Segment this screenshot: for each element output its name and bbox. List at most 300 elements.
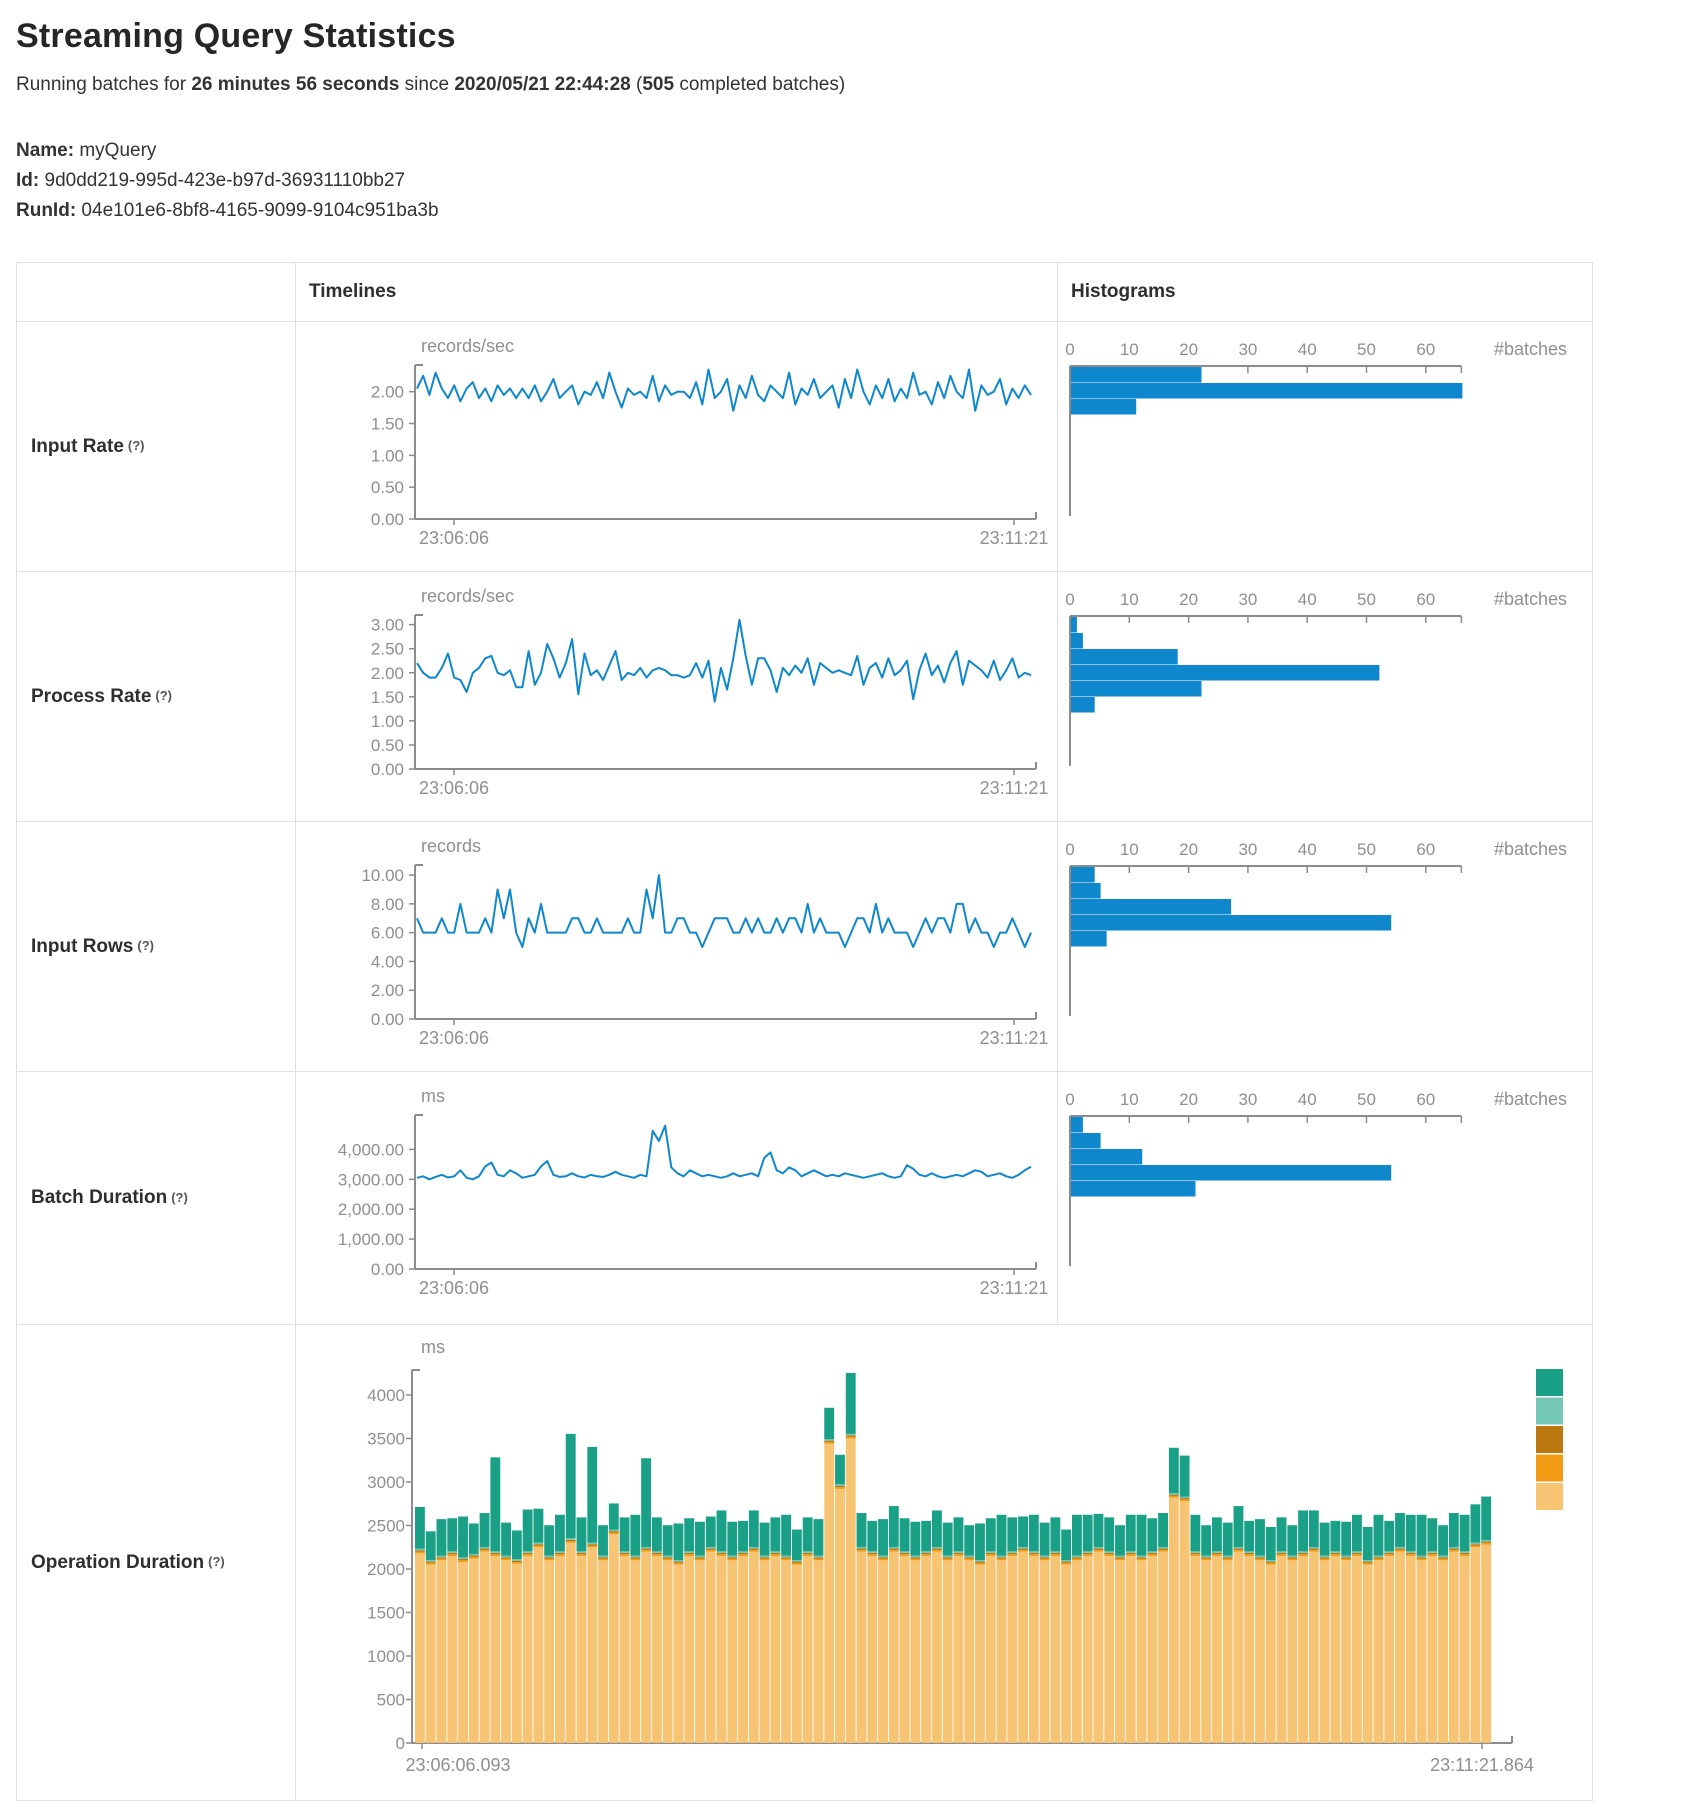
stacked-bar-segment (469, 1554, 479, 1556)
x-tick-label: 0 (1065, 1090, 1075, 1109)
stacked-bar-segment (695, 1559, 705, 1561)
table-corner-cell (17, 263, 295, 321)
stacked-bar-segment (1309, 1552, 1319, 1743)
stacked-bar-segment (566, 1434, 576, 1538)
legend-swatch (1536, 1483, 1563, 1510)
stacked-bar-segment (1169, 1496, 1179, 1498)
y-tick-label: 3.00 (370, 615, 404, 635)
stacked-bar-segment (684, 1551, 694, 1553)
row-label-input-rows (17, 821, 295, 1071)
stacked-bar-segment (1266, 1563, 1276, 1565)
stacked-bar-segment (1384, 1556, 1394, 1743)
operation-duration-chart-cell (295, 1324, 1592, 1800)
stacked-bar-segment (437, 1556, 447, 1558)
stacked-bar-segment (630, 1560, 640, 1743)
stacked-bar-segment (1083, 1551, 1093, 1553)
stacked-bar-segment (835, 1487, 845, 1489)
stacked-bar-segment (1352, 1554, 1362, 1556)
chart-unit-label: records/sec (421, 336, 515, 356)
stacked-bar-segment (749, 1510, 759, 1547)
stacked-bar-segment (824, 1408, 834, 1439)
y-tick-label: 2000 (367, 1559, 405, 1579)
stacked-bar-segment (1169, 1493, 1179, 1495)
stacked-bar-segment (1384, 1553, 1394, 1554)
y-tick-label: 0.00 (370, 1010, 404, 1029)
stacked-bar-segment (1470, 1543, 1480, 1545)
stacked-bar-segment (587, 1545, 597, 1547)
stacked-bar-segment (1352, 1515, 1362, 1552)
stacked-bar-segment (1481, 1497, 1491, 1541)
stacked-bar-segment (792, 1563, 802, 1565)
stacked-bar-segment (1481, 1543, 1491, 1545)
chart-unit-label: records (421, 836, 482, 856)
stacked-bar-segment (673, 1523, 683, 1560)
stacked-bar-segment (964, 1525, 974, 1555)
stacked-bar-segment (727, 1556, 737, 1558)
x-axis-end-label: 23:11:21 (979, 528, 1049, 548)
stacked-bar-segment (533, 1545, 543, 1547)
stacked-bar-segment (1040, 1560, 1050, 1743)
stacked-bar-segment (1470, 1547, 1480, 1743)
stacked-bar-segment (964, 1559, 974, 1561)
stacked-bar-segment (555, 1515, 565, 1552)
stacked-bar-segment (426, 1565, 436, 1743)
x-tick-label: 0 (1065, 590, 1075, 609)
stacked-bar-segment (792, 1530, 802, 1560)
stacked-bar-segment (1438, 1557, 1448, 1558)
stacked-bar-segment (566, 1540, 576, 1541)
stacked-bar-segment (684, 1518, 694, 1551)
stacked-bar-segment (910, 1559, 920, 1561)
stacked-bar-segment (1137, 1557, 1147, 1558)
y-tick-label: 500 (376, 1690, 405, 1710)
stacked-bar-segment (1201, 1525, 1211, 1555)
stacked-bar-segment (1212, 1554, 1222, 1556)
stacked-bar-segment (1104, 1556, 1114, 1743)
stacked-bar-segment (760, 1557, 770, 1558)
stacked-bar-segment (749, 1549, 759, 1550)
stacked-bar-segment (480, 1549, 490, 1550)
stacked-bar-segment (975, 1560, 985, 1562)
y-tick-label: 3000 (367, 1472, 405, 1492)
stacked-bar-segment (1438, 1559, 1448, 1561)
stacked-bar-segment (1094, 1547, 1104, 1549)
stacked-bar-segment (437, 1557, 447, 1558)
stacked-bar-segment (1007, 1551, 1017, 1553)
y-tick-label: 2500 (367, 1516, 405, 1536)
stacked-bar-segment (1449, 1547, 1459, 1549)
stacked-bar-segment (1460, 1556, 1470, 1743)
stacked-bar-segment (1449, 1552, 1459, 1743)
stacked-bar-segment (1341, 1557, 1351, 1558)
stacked-bar-segment (641, 1552, 651, 1743)
histogram-bar (1071, 1133, 1101, 1149)
stacked-bar-segment (641, 1549, 651, 1550)
stacked-bar-segment (1266, 1560, 1276, 1562)
stacked-bar-segment (717, 1510, 727, 1551)
stacked-bar-segment (577, 1517, 587, 1551)
stacked-bar-segment (1384, 1521, 1394, 1551)
stacked-bar-segment (986, 1556, 996, 1743)
stacked-bar-segment (695, 1557, 705, 1558)
stacked-bar-segment (706, 1547, 716, 1549)
stacked-bar-segment (1190, 1554, 1200, 1556)
y-tick-label: 2.00 (370, 981, 404, 1001)
stacked-bar-segment (620, 1517, 630, 1551)
stacked-bar-segment (609, 1503, 619, 1529)
stacked-bar-segment (555, 1553, 565, 1554)
stacked-bar-segment (652, 1551, 662, 1553)
stacked-bar-segment (803, 1517, 813, 1551)
stacked-bar-segment (1384, 1551, 1394, 1553)
stacked-bar-segment (857, 1550, 867, 1552)
stacked-bar-segment (663, 1560, 673, 1743)
stacked-bar-segment (781, 1560, 791, 1743)
y-tick-label: 4.00 (370, 952, 404, 972)
histogram-bar (1071, 1165, 1391, 1181)
input-rate-help-icon[interactable]: (?) (127, 438, 145, 453)
stacked-bar-segment (1266, 1565, 1276, 1743)
stacked-bar-segment (921, 1551, 931, 1553)
stacked-bar-segment (1201, 1560, 1211, 1743)
chart-unit-label: ms (421, 1086, 445, 1106)
batch-duration-histogram-cell (1057, 1071, 1592, 1324)
running-start-time: 2020/05/21 22:44:28 (454, 74, 631, 95)
stacked-bar-segment (555, 1551, 565, 1553)
stacked-bar-segment (523, 1553, 533, 1554)
stacked-bar-segment (577, 1551, 587, 1553)
stacked-bar-segment (1147, 1553, 1157, 1554)
histogram-bar (1071, 883, 1101, 899)
histogram-bar (1071, 633, 1083, 649)
stacked-bar-segment (1234, 1550, 1244, 1552)
histogram-bar (1071, 931, 1107, 947)
stacked-bar-segment (1212, 1556, 1222, 1743)
x-axis-start-label: 23:06:06.093 (405, 1755, 511, 1775)
operation-duration-help-icon[interactable]: (?) (208, 1554, 225, 1569)
stacked-bar-segment (1158, 1549, 1168, 1550)
stacked-bar-segment (738, 1521, 748, 1551)
stacked-bar-segment (1277, 1556, 1287, 1743)
stacked-bar-segment (630, 1515, 640, 1556)
x-tick-label: 20 (1179, 590, 1199, 609)
stacked-bar-segment (1330, 1556, 1340, 1743)
stacked-bar-segment (1147, 1518, 1157, 1551)
stacked-bar-segment (426, 1531, 436, 1560)
stacked-bar-segment (426, 1562, 436, 1563)
stacked-bar-segment (932, 1550, 942, 1552)
histogram-bar (1071, 697, 1095, 713)
stacked-bar-segment (1223, 1559, 1233, 1561)
stacked-bar-segment (1277, 1517, 1287, 1551)
stacked-bar-segment (1104, 1517, 1114, 1551)
stacked-bar-segment (803, 1556, 813, 1743)
stacked-bar-segment (824, 1441, 834, 1442)
stacked-bar-segment (1277, 1554, 1287, 1556)
stacked-bar-segment (792, 1565, 802, 1743)
stacked-bar-segment (727, 1559, 737, 1561)
histograms-column-header: Histograms (1057, 263, 1592, 321)
running-paren: ( (630, 74, 643, 95)
stacked-bar-segment (813, 1556, 823, 1558)
stacked-bar-segment (1277, 1551, 1287, 1553)
x-tick-label: 20 (1179, 1090, 1199, 1109)
stacked-bar-segment (1029, 1554, 1039, 1556)
stacked-bar-segment (512, 1564, 522, 1743)
stacked-bar-segment (1201, 1559, 1211, 1561)
timeline-series (417, 370, 1031, 411)
stacked-bar-segment (986, 1551, 996, 1553)
stacked-bar-segment (1449, 1513, 1459, 1547)
stacked-bar-segment (738, 1554, 748, 1556)
stacked-bar-segment (846, 1438, 856, 1743)
y-tick-label: 6.00 (370, 923, 404, 943)
stacked-bar-segment (770, 1551, 780, 1553)
stacked-bar-segment (1427, 1518, 1437, 1551)
stacked-bar-segment (1040, 1523, 1050, 1556)
batches-axis-label: #batches (1493, 1089, 1567, 1109)
stacked-bar-segment (1223, 1523, 1233, 1556)
stacked-bar-segment (458, 1560, 468, 1562)
running-suffix: completed batches) (674, 74, 846, 95)
stacked-bar-segment (1050, 1517, 1060, 1551)
stacked-bar-segment (501, 1523, 511, 1556)
stacked-bar-segment (986, 1554, 996, 1556)
stacked-bar-segment (577, 1553, 587, 1554)
stacked-bar-segment (1212, 1517, 1222, 1551)
histogram-bar (1071, 899, 1231, 915)
stacked-bar-segment (889, 1552, 899, 1743)
stacked-bar-segment (533, 1547, 543, 1743)
stacked-bar-segment (943, 1523, 953, 1556)
stacked-bar-segment (727, 1560, 737, 1743)
running-mid: since (399, 74, 455, 95)
stacked-bar-segment (415, 1507, 425, 1549)
process-rate-timeline-cell (295, 571, 1057, 821)
input-rows-timeline-chart (296, 822, 1057, 1071)
histogram-bar (1071, 383, 1462, 399)
stacked-bar-segment (630, 1559, 640, 1561)
timeline-series (417, 620, 1031, 702)
stacked-bar-segment (1417, 1556, 1427, 1558)
stacked-bar-segment (1029, 1515, 1039, 1552)
stacked-bar-segment (609, 1534, 619, 1743)
stacked-bar-segment (609, 1532, 619, 1534)
stacked-bar-segment (975, 1523, 985, 1560)
stacked-bar-segment (1115, 1556, 1125, 1558)
stacked-bar-segment (501, 1559, 511, 1561)
stacked-bar-segment (490, 1556, 500, 1743)
stacked-bar-segment (512, 1559, 522, 1561)
input-rows-help-icon[interactable]: (?) (137, 938, 154, 953)
y-tick-label: 1.50 (370, 687, 404, 707)
query-runid-label: RunId: (16, 200, 77, 221)
stacked-bar-segment (1427, 1554, 1437, 1556)
stacked-bar-segment (447, 1518, 457, 1551)
running-batches-summary (16, 74, 1693, 96)
stacked-bar-segment (469, 1523, 479, 1553)
stacked-bar-segment (1050, 1556, 1060, 1743)
stacked-bar-segment (641, 1458, 651, 1547)
stacked-bar-segment (932, 1552, 942, 1743)
y-tick-label: 1,000.00 (337, 1230, 404, 1250)
stacked-bar-segment (857, 1513, 867, 1547)
stacked-bar-segment (555, 1554, 565, 1556)
stacked-bar-segment (673, 1562, 683, 1563)
stacked-bar-segment (1395, 1513, 1405, 1547)
histogram-bar (1071, 681, 1202, 697)
stacked-bar-segment (813, 1519, 823, 1556)
x-tick-label: 50 (1357, 590, 1376, 609)
stacked-bar-segment (1481, 1542, 1491, 1543)
stacked-bar-segment (415, 1552, 425, 1554)
stacked-bar-segment (577, 1556, 587, 1743)
stacked-bar-segment (544, 1560, 554, 1743)
stacked-bar-segment (1061, 1565, 1071, 1743)
x-tick-label: 0 (1065, 840, 1075, 859)
stacked-bar-segment (544, 1557, 554, 1558)
stacked-bar-segment (684, 1553, 694, 1554)
stacked-bar-segment (501, 1560, 511, 1743)
batch-duration-label: Batch Duration (31, 1187, 168, 1208)
stacked-bar-segment (749, 1547, 759, 1549)
stacked-bar-segment (1320, 1557, 1330, 1558)
stacked-bar-segment (1158, 1550, 1168, 1552)
stacked-bar-segment (846, 1437, 856, 1439)
batch-duration-help-icon[interactable]: (?) (171, 1189, 188, 1205)
query-name-row (16, 136, 1693, 166)
stacked-bar-segment (437, 1560, 447, 1743)
stacked-bar-segment (1061, 1562, 1071, 1563)
stacked-bar-segment (598, 1556, 608, 1558)
process-rate-histogram-chart (1058, 572, 1592, 821)
stacked-bar-segment (1234, 1549, 1244, 1550)
stacked-bar-segment (480, 1547, 490, 1549)
stacked-bar-segment (943, 1556, 953, 1558)
row-label-operation-duration (17, 1324, 295, 1800)
stacked-bar-segment (1137, 1560, 1147, 1743)
histogram-bar (1071, 1149, 1142, 1165)
stacked-bar-segment (663, 1525, 673, 1555)
row-label-input-rate (17, 321, 295, 571)
stacked-bar-segment (1298, 1510, 1308, 1551)
stacked-bar-segment (415, 1550, 425, 1551)
stacked-bar-segment (1104, 1553, 1114, 1554)
stacked-bar-segment (523, 1510, 533, 1552)
x-axis-start-label: 23:06:06 (418, 778, 490, 798)
stacked-bar-segment (1234, 1552, 1244, 1743)
stacked-bar-segment (1169, 1498, 1179, 1743)
stacked-bar-segment (609, 1531, 619, 1532)
stacked-bar-segment (932, 1510, 942, 1547)
stacked-bar-segment (1266, 1527, 1276, 1560)
process-rate-timeline-chart (296, 572, 1057, 821)
stacked-bar-segment (652, 1556, 662, 1743)
stacked-bar-segment (447, 1553, 457, 1554)
stacked-bar-segment (1180, 1499, 1190, 1501)
y-tick-label: 3500 (367, 1429, 405, 1449)
stacked-bar-segment (717, 1556, 727, 1743)
stacked-bar-segment (587, 1547, 597, 1743)
x-tick-label: 50 (1357, 840, 1376, 859)
stacked-bar-segment (663, 1556, 673, 1558)
stacked-bar-segment (1341, 1522, 1351, 1556)
x-axis-start-label: 23:06:06 (418, 528, 490, 548)
stacked-bar-segment (1309, 1549, 1319, 1550)
stacked-bar-segment (1234, 1547, 1244, 1549)
stacked-bar-segment (824, 1442, 834, 1444)
stacked-bar-segment (1244, 1551, 1254, 1553)
input-rate-timeline-cell (295, 321, 1057, 571)
stacked-bar-segment (1126, 1551, 1136, 1553)
stacked-bar-segment (900, 1518, 910, 1551)
x-axis-start-label: 23:06:06 (418, 1028, 490, 1048)
stacked-bar-segment (1395, 1547, 1405, 1549)
batches-axis-label: #batches (1493, 589, 1567, 609)
batch-duration-histogram-chart (1058, 1072, 1592, 1322)
stacked-bar-segment (997, 1560, 1007, 1743)
stacked-bar-segment (1018, 1550, 1028, 1552)
stacked-bar-segment (781, 1557, 791, 1558)
x-tick-label: 40 (1297, 1090, 1317, 1109)
stacked-bar-segment (1137, 1515, 1147, 1556)
input-rows-label: Input Rows (31, 935, 134, 957)
stacked-bar-segment (1287, 1556, 1297, 1558)
stacked-bar-segment (533, 1509, 543, 1543)
legend-swatch (1536, 1398, 1563, 1425)
stacked-bar-segment (1406, 1556, 1416, 1743)
stacked-bar-segment (738, 1551, 748, 1553)
stacked-bar-segment (921, 1521, 931, 1551)
process-rate-help-icon[interactable]: (?) (155, 688, 173, 703)
x-tick-label: 30 (1238, 1090, 1258, 1109)
stacked-bar-segment (1460, 1515, 1470, 1552)
stacked-bar-segment (620, 1554, 630, 1556)
stacked-bar-segment (1029, 1551, 1039, 1553)
stacked-bar-segment (566, 1541, 576, 1543)
stacked-bar-segment (1460, 1554, 1470, 1556)
batch-duration-timeline-chart (296, 1072, 1057, 1322)
stacked-bar-segment (1180, 1497, 1190, 1499)
stacked-bar-segment (1287, 1525, 1297, 1555)
stacked-bar-segment (910, 1557, 920, 1558)
stacked-bar-segment (1374, 1556, 1384, 1558)
timeline-series (417, 875, 1031, 947)
stacked-bar-segment (695, 1522, 705, 1556)
stacked-bar-segment (1234, 1506, 1244, 1547)
stacked-bar-segment (1137, 1556, 1147, 1558)
x-tick-label: 10 (1119, 340, 1139, 359)
stacked-bar-segment (792, 1560, 802, 1562)
stacked-bar-segment (921, 1556, 931, 1743)
x-axis-end-label: 23:11:21 (979, 778, 1049, 798)
y-tick-label: 0.00 (370, 760, 404, 779)
stacked-bar-segment (523, 1554, 533, 1556)
stacked-bar-segment (1374, 1557, 1384, 1558)
stacked-bar-segment (760, 1559, 770, 1561)
stacked-bar-segment (943, 1559, 953, 1561)
stacked-bar-segment (1126, 1554, 1136, 1556)
y-tick-label: 0.00 (370, 1260, 404, 1279)
stacked-bar-segment (803, 1554, 813, 1556)
stacked-bar-segment (641, 1547, 651, 1549)
stacked-bar-segment (706, 1549, 716, 1550)
stacked-bar-segment (1083, 1515, 1093, 1552)
stacked-bar-segment (1007, 1556, 1017, 1743)
histogram-bar (1071, 915, 1391, 931)
stacked-bar-segment (566, 1543, 576, 1743)
stacked-bar-segment (781, 1559, 791, 1561)
